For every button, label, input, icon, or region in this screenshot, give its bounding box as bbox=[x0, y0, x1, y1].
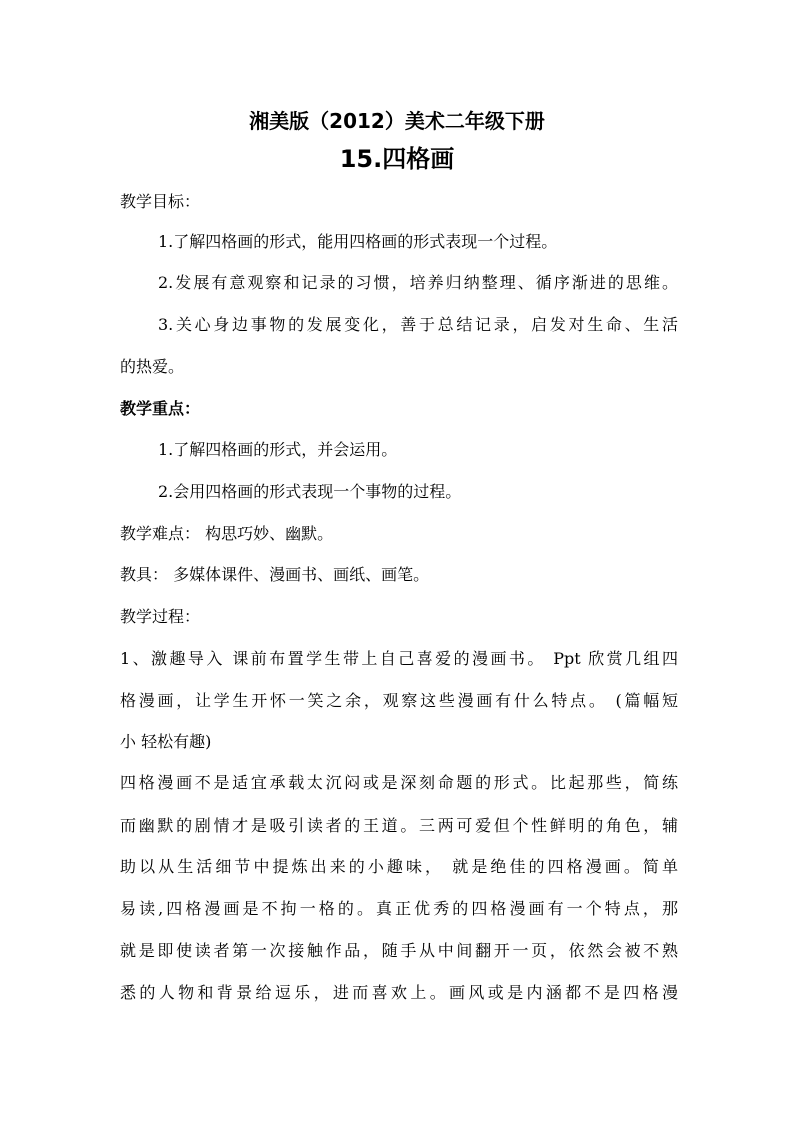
paragraph-line: 助以从生活细节中提炼出来的小趣味， 就是绝佳的四格漫画。简单 bbox=[120, 857, 678, 876]
objectives-heading: 教学目标： bbox=[120, 192, 201, 211]
tools-line: 教具： 多媒体课件、漫画书、画纸、画笔。 bbox=[120, 565, 430, 584]
step1-line: 格漫画，让学生开怀一笑之余，观察这些漫画有什么特点。 (篇幅短 bbox=[120, 691, 678, 710]
paragraph-line: 易读,四格漫画是不拘一格的。真正优秀的四格漫画有一个特点，那 bbox=[120, 899, 678, 918]
paragraph-line: 就是即使读者第一次接触作品，随手从中间翻开一页，依然会被不熟 bbox=[120, 941, 678, 960]
step1-line: 小 轻松有趣) bbox=[120, 732, 212, 751]
key-points-heading: 教学重点： bbox=[120, 399, 201, 418]
paragraph-line: 四格漫画不是适宜承载太沉闷或是深刻命题的形式。比起那些，简练 bbox=[120, 773, 678, 792]
process-heading: 教学过程： bbox=[120, 607, 201, 626]
document-subtitle: 湘美版（2012）美术二年级下册 bbox=[249, 109, 545, 133]
objective-item: 3.关心身边事物的发展变化，善于总结记录，启发对生命、生活 bbox=[158, 315, 678, 334]
step1-line: 1、激趣导入 课前布置学生带上自己喜爱的漫画书。 Ppt 欣赏几组四 bbox=[120, 649, 678, 668]
paragraph-line: 而幽默的剧情才是吸引读者的王道。三两可爱但个性鲜明的角色，辅 bbox=[120, 816, 678, 835]
objective-item-continuation: 的热爱。 bbox=[120, 357, 185, 376]
difficulty-line: 教学难点： 构思巧妙、幽默。 bbox=[120, 524, 334, 543]
objective-item: 2.发展有意观察和记录的习惯，培养归纳整理、循序渐进的思维。 bbox=[158, 273, 678, 292]
key-point-item: 1.了解四格画的形式，并会运用。 bbox=[158, 440, 398, 459]
lesson-title: 15.四格画 bbox=[339, 145, 455, 173]
objective-item: 1.了解四格画的形式，能用四格画的形式表现一个过程。 bbox=[158, 232, 558, 251]
paragraph-line: 悉的人物和背景给逗乐，进而喜欢上。画风或是内涵都不是四格漫 bbox=[120, 983, 678, 1002]
key-point-item: 2.会用四格画的形式表现一个事物的过程。 bbox=[158, 482, 462, 501]
